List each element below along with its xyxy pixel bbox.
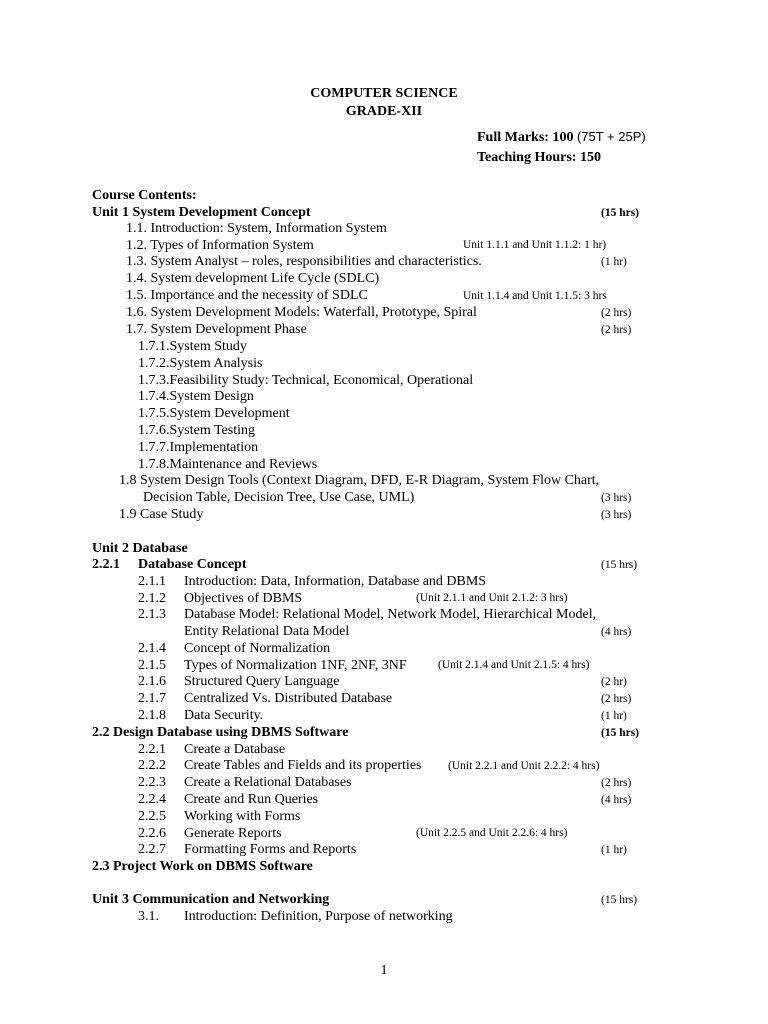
list-item: 1.7.6.System Testing <box>138 423 255 438</box>
hours-note: Unit 1.1.1 and Unit 1.1.2: 1 hr) <box>463 239 607 251</box>
hours-note: (2 hrs) <box>601 307 632 319</box>
list-item: 1.2. Types of Information System <box>126 238 314 253</box>
item-number: 2.1.2 <box>138 591 166 606</box>
unit2-title: Unit 2 Database <box>92 541 188 556</box>
hours-note: (Unit 2.2.1 and Unit 2.2.2: 4 hrs) <box>448 760 600 772</box>
hours-note: (15 hrs) <box>601 727 640 739</box>
list-item: 1.7.1.System Study <box>138 339 247 354</box>
list-item: Create a Database <box>184 742 286 757</box>
unit1-title: Unit 1 System Development Concept <box>92 205 311 220</box>
list-item: Concept of Normalization <box>184 641 331 656</box>
list-item: 1.7.8.Maintenance and Reviews <box>138 457 318 472</box>
list-item: Centralized Vs. Distributed Database <box>184 691 393 706</box>
section-number: 2.2.1 <box>92 557 120 572</box>
hours-note: (3 hrs) <box>601 509 632 521</box>
hours-note: (3 hrs) <box>601 492 632 504</box>
list-item: Entity Relational Data Model <box>184 624 350 639</box>
course-contents-heading: Course Contents: <box>92 188 197 203</box>
hours-note: (4 hrs) <box>601 794 632 806</box>
item-number: 3.1. <box>138 909 159 924</box>
grade-heading: GRADE-XII <box>345 104 423 119</box>
hours-note: Unit 1.1.4 and Unit 1.1.5: 3 hrs <box>463 290 607 302</box>
item-number: 2.1.8 <box>138 708 166 723</box>
list-item: 1.5. Importance and the necessity of SDLC <box>126 288 368 303</box>
teaching-hours: Teaching Hours: 150 <box>477 150 601 165</box>
list-item: Generate Reports <box>184 826 282 841</box>
list-item: 1.7.4.System Design <box>138 389 254 404</box>
list-item: Formatting Forms and Reports <box>184 842 357 857</box>
list-item: 1.1. Introduction: System, Information System <box>126 221 387 236</box>
list-item: 1.7.3.Feasibility Study: Technical, Economical, Operational <box>138 373 474 388</box>
hours-note: (Unit 2.1.1 and Unit 2.1.2: 3 hrs) <box>416 592 568 604</box>
list-item: Data Security. <box>184 708 264 723</box>
list-item: Decision Table, Decision Tree, Use Case, UML) <box>143 490 415 505</box>
hours-note: (1 hr) <box>601 256 627 268</box>
section-title: 2.3 Project Work on DBMS Software <box>92 859 313 874</box>
full-marks <box>477 129 646 146</box>
item-number: 2.2.2 <box>138 758 166 773</box>
section-title: Database Concept <box>138 557 247 572</box>
list-item: 1.7.7.Implementation <box>138 440 259 455</box>
list-item: 1.4. System development Life Cycle (SDLC) <box>126 271 380 286</box>
hours-note: (2 hrs) <box>601 324 632 336</box>
hours-note: (2 hr) <box>601 676 627 688</box>
list-item: Database Model: Relational Model, Network Model, Hierarchical Model, <box>184 607 597 622</box>
list-item: 1.7.2.System Analysis <box>138 356 263 371</box>
list-item: Introduction: Data, Information, Database and DBMS <box>184 574 487 589</box>
item-number: 2.2.6 <box>138 826 166 841</box>
hours-note: (2 hrs) <box>601 693 632 705</box>
item-number: 2.1.7 <box>138 691 166 706</box>
item-number: 2.2.3 <box>138 775 166 790</box>
hours-note: (4 hrs) <box>601 626 632 638</box>
full-marks-label: Full Marks: 100 <box>477 130 574 145</box>
item-number: 2.2.4 <box>138 792 166 807</box>
item-number: 2.2.1 <box>138 742 166 757</box>
hours-note: (2 hrs) <box>601 777 632 789</box>
full-marks-detail: (75T + 25P) <box>576 129 646 144</box>
list-item: Introduction: Definition, Purpose of networking <box>184 909 453 924</box>
item-number: 2.2.7 <box>138 842 166 857</box>
list-item: Create and Run Queries <box>184 792 319 807</box>
hours-note: (15 hrs) <box>601 559 638 571</box>
list-item: Create a Relational Databases <box>184 775 352 790</box>
list-item: Create Tables and Fields and its properties <box>184 758 422 773</box>
list-item: 1.3. System Analyst – roles, responsibilities and characteristics. <box>126 254 482 269</box>
document-title: COMPUTER SCIENCE <box>310 86 458 101</box>
item-number: 2.1.3 <box>138 607 166 622</box>
hours-note: (Unit 2.2.5 and Unit 2.2.6: 4 hrs) <box>416 827 568 839</box>
list-item: 1.6. System Development Models: Waterfall, Prototype, Spiral <box>126 305 477 320</box>
item-number: 2.2.5 <box>138 809 166 824</box>
list-item: 1.9 Case Study <box>119 507 204 522</box>
list-item: Objectives of DBMS <box>184 591 303 606</box>
list-item: Types of Normalization 1NF, 2NF, 3NF <box>184 658 407 673</box>
unit1-hrs: (15 hrs) <box>601 207 640 219</box>
unit3-title: Unit 3 Communication and Networking <box>92 892 330 907</box>
hours-note: (15 hrs) <box>601 894 638 906</box>
hours-note: (Unit 2.1.4 and Unit 2.1.5: 4 hrs) <box>438 659 590 671</box>
section-title: 2.2 Design Database using DBMS Software <box>92 725 349 740</box>
hours-note: (1 hr) <box>601 710 627 722</box>
item-number: 2.1.1 <box>138 574 166 589</box>
list-item: 1.8 System Design Tools (Context Diagram, DFD, E-R Diagram, System Flow Chart, <box>119 473 600 488</box>
list-item: Structured Query Language <box>184 674 340 689</box>
item-number: 2.1.5 <box>138 658 166 673</box>
item-number: 2.1.4 <box>138 641 166 656</box>
list-item: 1.7. System Development Phase <box>126 322 307 337</box>
hours-note: (1 hr) <box>601 844 627 856</box>
page-number: 1 <box>380 963 388 978</box>
list-item: Working with Forms <box>184 809 301 824</box>
item-number: 2.1.6 <box>138 674 166 689</box>
list-item: 1.7.5.System Development <box>138 406 290 421</box>
